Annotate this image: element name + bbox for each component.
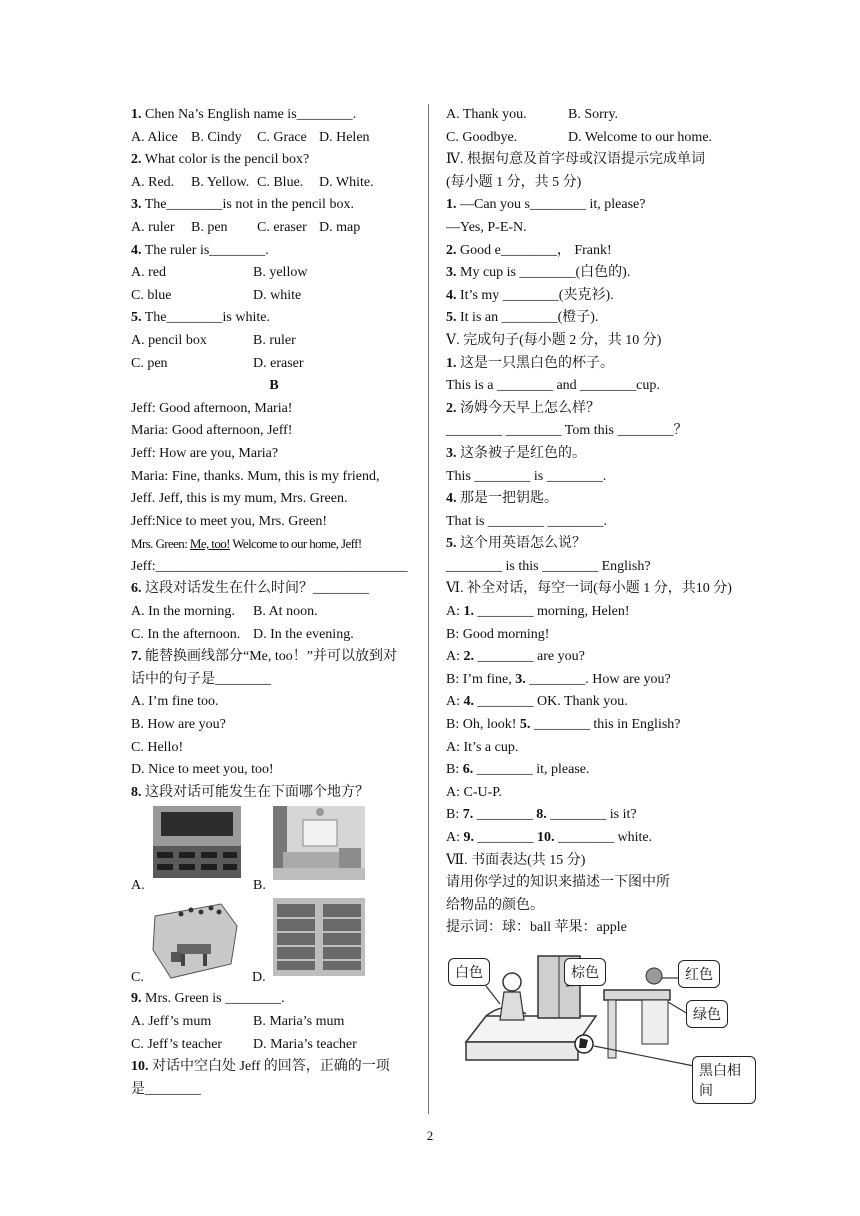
tag-white: 白色 — [448, 958, 490, 986]
question-text: Ⅳ. 根据句意及首字母或汉语提示完成单词 — [446, 152, 705, 168]
speaker-line-rest: Welcome to our home, Jeff! — [229, 536, 362, 552]
text-line — [131, 398, 417, 421]
right-column — [446, 104, 746, 940]
text-line — [131, 759, 417, 782]
question-number: 2. — [446, 242, 457, 258]
question-text: ________. How are you? — [525, 671, 671, 687]
text-line — [446, 669, 746, 692]
question-text: B. How are you? — [131, 717, 226, 733]
question-text: 这是一只黑白色的杯子。 — [456, 355, 614, 371]
line-prefix: A: — [446, 649, 464, 665]
line-prefix: B: Oh, look! — [446, 717, 520, 733]
answer-option: D. Helen — [319, 129, 370, 145]
question-text: ________ — [473, 807, 537, 823]
question-text: Jeff: Good afternoon, Maria! — [131, 400, 293, 416]
answer-option: B. Cindy — [191, 129, 242, 145]
left-column — [131, 104, 417, 1101]
question-number: 7. — [462, 807, 474, 823]
line-prefix: A: — [446, 830, 464, 845]
question-text: ________ OK. Thank you. — [474, 694, 628, 710]
text-line — [446, 420, 746, 443]
option-a-label: A. — [131, 878, 145, 894]
text-line — [446, 353, 746, 376]
text-line — [446, 533, 746, 556]
text-line — [131, 646, 417, 669]
text-line — [131, 737, 417, 760]
text-line — [131, 307, 417, 330]
text-line — [446, 646, 746, 669]
page-number: 2 — [426, 1128, 434, 1143]
text-line — [131, 194, 417, 217]
question-text: The________is white. — [141, 310, 270, 326]
park-image[interactable] — [151, 898, 241, 980]
answer-option: A. red — [131, 265, 166, 281]
answer-option: C. Blue. — [257, 174, 304, 190]
answer-option: D. white — [253, 287, 302, 303]
question-number: 3. — [515, 671, 526, 687]
question-text: (每小题 1 分，共 5 分) — [446, 174, 582, 190]
text-line — [131, 556, 417, 579]
line-prefix: B: — [446, 807, 463, 823]
question-text: 汤姆今天早上怎么样？ — [456, 400, 600, 416]
text-line — [131, 466, 417, 489]
text-line — [131, 149, 417, 172]
text-line — [446, 827, 746, 850]
question-text: 话中的句子是________ — [131, 671, 271, 687]
text-line — [131, 533, 417, 556]
question-number: 1. — [446, 197, 457, 213]
answer-option: C. blue — [131, 287, 172, 303]
line-prefix: B: — [446, 762, 463, 778]
question-text: ________ morning, Helen! — [474, 604, 630, 620]
text-line — [446, 691, 746, 714]
question-text: It is an ________(橙子). — [456, 310, 599, 326]
writing-figure — [446, 942, 756, 1099]
text-line — [131, 104, 417, 127]
tag-green: 绿色 — [686, 1000, 728, 1028]
line-prefix: A: — [446, 604, 464, 620]
text-line — [446, 578, 746, 601]
options-line — [131, 330, 417, 353]
option-b-label: B. — [253, 878, 266, 894]
question-text: B: Good morning! — [446, 626, 550, 642]
question-number: 9. — [131, 991, 142, 1007]
text-line — [446, 398, 746, 421]
answer-option: A. pencil box — [131, 332, 207, 348]
q8-pictures-row-1 — [131, 804, 417, 896]
question-text: The________is not in the pencil box. — [141, 197, 354, 213]
question-text: ________ are you? — [474, 649, 585, 665]
question-text: Ⅶ. 书面表达(共 15 分) — [446, 852, 586, 868]
text-line — [446, 262, 746, 285]
question-number: 2. — [463, 649, 474, 665]
question-text: My cup is ________(白色的). — [456, 265, 631, 281]
question-number: 6. — [131, 581, 142, 597]
answer-option: D. eraser — [253, 355, 304, 371]
question-number: 3. — [131, 197, 142, 213]
text-line — [131, 240, 417, 263]
question-text: ________ this in English? — [530, 717, 681, 733]
question-text: Good e________， Frank! — [456, 242, 612, 258]
question-text: C. Hello! — [131, 739, 184, 755]
text-line — [131, 782, 417, 805]
question-text: 这条被子是红色的。 — [456, 445, 586, 461]
question-text: Ⅴ. 完成句子(每小题 2 分，共 10 分) — [446, 332, 662, 348]
options-line — [131, 601, 417, 624]
question-number: 2. — [131, 152, 142, 168]
text-line — [446, 217, 746, 240]
options-line — [131, 353, 417, 376]
text-line — [131, 988, 417, 1011]
tag-red: 红色 — [678, 960, 720, 988]
question-number: 5. — [446, 310, 457, 326]
question-text: 请用你学过的知识来描述一下图中所 — [446, 875, 670, 891]
option-d-label: D. — [252, 970, 266, 986]
line-prefix: A: — [446, 694, 464, 710]
question-text: Ⅵ. 补全对话，每空一词(每小题 1 分，共10 分) — [446, 581, 732, 597]
options-line — [446, 104, 746, 127]
text-line — [446, 330, 746, 353]
speaker-line-prefix: Mrs. Green: — [131, 536, 190, 552]
tag-brown: 棕色 — [564, 958, 606, 986]
question-text: Jeff:____________________________________ — [131, 558, 408, 574]
question-number: 10. — [131, 1059, 149, 1075]
question-number: 1. — [131, 107, 142, 122]
text-line — [446, 285, 746, 308]
text-line — [131, 420, 417, 443]
text-line — [446, 443, 746, 466]
text-line — [446, 895, 746, 918]
question-text: ________ is it? — [546, 807, 637, 823]
question-text: 是________ — [131, 1081, 201, 1097]
question-text: 这个用英语怎么说？ — [456, 536, 586, 552]
answer-option: A. Thank you. — [446, 107, 527, 122]
options-line — [131, 1034, 417, 1057]
question-text: ________ ________ Tom this ________？ — [446, 423, 688, 439]
text-line — [446, 240, 746, 263]
answer-option: D. In the evening. — [253, 626, 354, 642]
question-number: 7. — [131, 649, 142, 665]
question-text: Mrs. Green is ________. — [141, 991, 285, 1007]
answer-option: C. pen — [131, 355, 168, 371]
text-line — [131, 488, 417, 511]
answer-option: B. ruler — [253, 332, 296, 348]
question-number: 8. — [536, 807, 547, 823]
question-text: What color is the pencil box? — [141, 152, 310, 168]
question-number: 8. — [131, 784, 142, 800]
answer-option: D. map — [319, 219, 361, 235]
text-line — [446, 488, 746, 511]
question-text: 那是一把钥匙。 — [456, 491, 558, 507]
question-text: It’s my ________(夹克衫). — [456, 287, 614, 303]
question-number: 3. — [446, 265, 457, 281]
text-line — [131, 511, 417, 534]
underlined-phrase: Me, too! — [189, 536, 230, 552]
question-text: Maria: Fine, thanks. Mum, this is my friend, — [131, 468, 380, 484]
question-number: 5. — [131, 310, 142, 326]
text-line — [131, 1056, 417, 1079]
question-text: That is ________ ________. — [446, 513, 607, 529]
options-line — [131, 1011, 417, 1034]
answer-option: D. White. — [319, 174, 374, 190]
answer-option: A. Jeff’s mum — [131, 1014, 212, 1029]
answer-option: B. At noon. — [253, 604, 318, 620]
question-text: A: It’s a cup. — [446, 739, 519, 755]
question-text: This ________ is ________. — [446, 468, 607, 484]
question-text: ________ is this ________ English? — [446, 558, 651, 574]
answer-option: B. Yellow. — [191, 174, 250, 190]
question-text: A. I’m fine too. — [131, 694, 219, 710]
text-line — [446, 601, 746, 624]
options-line — [131, 624, 417, 647]
question-text: 对话中空白处 Jeff 的回答，正确的一项 — [148, 1059, 390, 1075]
question-text: D. Nice to meet you, too! — [131, 762, 274, 778]
question-text: Jeff. Jeff, this is my mum, Mrs. Green. — [131, 491, 348, 507]
section-heading: B — [269, 378, 279, 394]
column-divider — [428, 104, 429, 1114]
answer-option: A. Red. — [131, 174, 175, 190]
question-text: —Yes, P-E-N. — [446, 219, 527, 235]
question-number: 6. — [462, 762, 474, 778]
answer-option: B. Sorry. — [568, 107, 619, 122]
text-line — [446, 850, 746, 873]
question-number: 3. — [446, 445, 457, 461]
question-text: The ruler is________. — [141, 242, 269, 258]
answer-option: D. Maria’s teacher — [253, 1036, 357, 1052]
question-text: ________ it, please. — [473, 762, 590, 778]
question-text: Chen Na’s English name is________. — [141, 107, 357, 122]
text-line — [446, 556, 746, 579]
question-number: 4. — [463, 694, 474, 710]
answer-option: C. In the afternoon. — [131, 626, 241, 642]
text-line — [131, 669, 417, 692]
question-text: 能替换画线部分“Me, too！”并可以放到对 — [141, 649, 397, 665]
text-line — [131, 1079, 417, 1102]
line-prefix: B: I’m fine, — [446, 671, 516, 687]
text-line — [446, 511, 746, 534]
answer-option: A. In the morning. — [131, 604, 235, 620]
options-line — [131, 285, 417, 308]
tag-black-white: 黑白相间 — [692, 1056, 756, 1104]
question-number: 4. — [131, 242, 142, 258]
answer-option: C. Grace — [257, 129, 307, 145]
q8-pictures-row-2 — [131, 896, 417, 988]
text-line — [446, 194, 746, 217]
text-line — [446, 737, 746, 760]
question-text: ________ — [474, 830, 537, 845]
answer-option: C. eraser — [257, 219, 307, 235]
question-number: 9. — [463, 830, 474, 845]
option-c-label: C. — [131, 970, 144, 986]
question-text: 提示词：球：ball 苹果：apple — [446, 920, 627, 936]
text-line — [131, 443, 417, 466]
question-number: 5. — [446, 536, 457, 552]
question-number: 4. — [446, 491, 457, 507]
living-room-image[interactable] — [273, 806, 365, 880]
answer-option: B. Maria’s mum — [253, 1014, 345, 1029]
options-line — [131, 217, 417, 240]
text-line — [446, 759, 746, 782]
question-number: 2. — [446, 400, 457, 416]
question-number: 10. — [537, 830, 555, 845]
options-line — [446, 127, 746, 150]
question-text: —Can you s________ it, please? — [456, 197, 646, 213]
question-text: This is a ________ and ________cup. — [446, 378, 660, 394]
question-text: ________ white. — [554, 830, 653, 845]
question-number: 1. — [463, 604, 474, 620]
text-line — [446, 782, 746, 805]
text-line — [446, 375, 746, 398]
text-line — [446, 172, 746, 195]
question-number: 1. — [446, 355, 457, 371]
text-line — [446, 307, 746, 330]
answer-option: C. Goodbye. — [446, 129, 518, 145]
options-line — [131, 172, 417, 195]
text-line — [131, 714, 417, 737]
text-line — [446, 714, 746, 737]
question-number: 5. — [519, 717, 531, 733]
text-line — [131, 691, 417, 714]
options-line — [131, 127, 417, 150]
options-line — [131, 262, 417, 285]
classroom-image[interactable] — [153, 806, 241, 878]
text-line — [446, 149, 746, 172]
answer-option: D. Welcome to our home. — [568, 129, 713, 145]
question-text: Jeff: How are you, Maria? — [131, 445, 279, 461]
text-line — [446, 466, 746, 489]
question-number: 4. — [446, 287, 457, 303]
text-line — [446, 917, 746, 940]
library-image[interactable] — [273, 898, 365, 976]
text-line — [131, 578, 417, 601]
answer-option: C. Jeff’s teacher — [131, 1036, 223, 1052]
answer-option: B. yellow — [253, 265, 308, 281]
question-text: 这段对话可能发生在下面哪个地方？ — [141, 784, 369, 800]
question-text: Maria: Good afternoon, Jeff! — [131, 423, 293, 439]
question-text: 这段对话发生在什么时间？________ — [141, 581, 369, 597]
text-line — [446, 872, 746, 895]
question-text: 给物品的颜色。 — [446, 897, 544, 913]
answer-option: A. ruler — [131, 219, 175, 235]
answer-option: B. pen — [191, 219, 228, 235]
answer-option: A. Alice — [131, 129, 178, 145]
text-line — [446, 804, 746, 827]
question-text: A: C-U-P. — [446, 784, 503, 800]
text-line — [446, 624, 746, 647]
question-text: Jeff:Nice to meet you, Mrs. Green! — [131, 513, 328, 529]
